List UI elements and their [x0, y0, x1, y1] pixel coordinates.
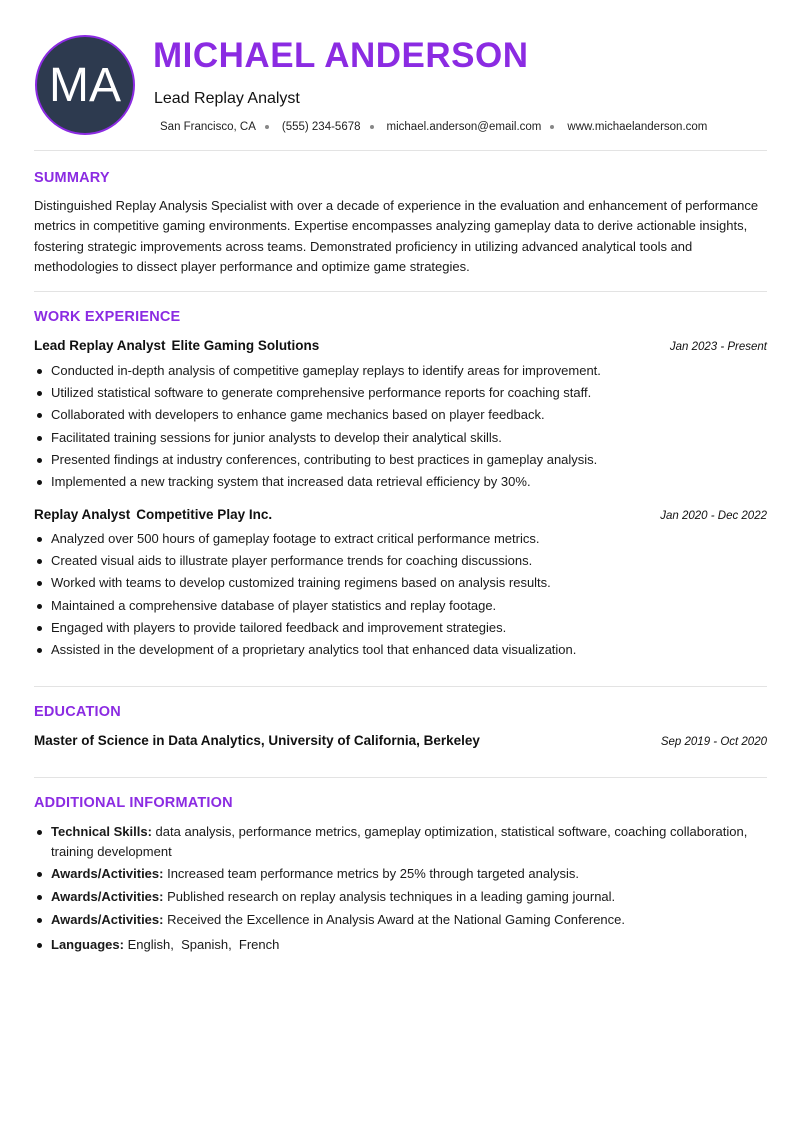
- item-text: Published research on replay analysis techniques in a leading gaming journal.: [167, 889, 616, 905]
- list-item: Created visual aids to illustrate player performance trends for coaching discussions.: [34, 550, 767, 572]
- job-company: Elite Gaming Solutions: [171, 338, 320, 353]
- contact-separator: [370, 125, 374, 129]
- list-item: Collaborated with developers to enhance game mechanics based on player feedback.: [34, 404, 767, 426]
- section-divider: [34, 777, 767, 778]
- contact-separator: [550, 125, 554, 129]
- list-item: Maintained a comprehensive database of player statistics and replay footage.: [34, 595, 767, 617]
- experience-heading: WORK EXPERIENCE: [34, 309, 181, 325]
- summary-text: Distinguished Replay Analysis Specialist with over a decade of experience in the evaluation and enhancement of performance metrics in competitive gaming environments. Expertise encompasses analyzing gameplay data to derive actionable insights, fostering strategic improvements across teams. Demonstrated proficiency in utilizing advanced analytical tools and methodologies to dissect player performance and optimize game strategies.: [34, 198, 759, 274]
- section-divider: [34, 150, 767, 151]
- education-entry: [34, 733, 767, 748]
- list-item: Utilized statistical software to generate comprehensive performance reports for coaching staff.: [34, 382, 767, 404]
- language: , Spanish: [170, 937, 228, 952]
- contact-bar: [160, 121, 707, 133]
- item-label: Languages:: [51, 937, 124, 953]
- list-item: Facilitated training sessions for junior analysts to develop their analytical skills.: [34, 427, 767, 449]
- contact-website: www.michaelanderson.com: [567, 121, 708, 133]
- list-item: Engaged with players to provide tailored feedback and improvement strategies.: [34, 617, 767, 639]
- job-bullets: [34, 360, 767, 493]
- item-text: Increased team performance metrics by 25% through targeted analysis.: [167, 866, 579, 882]
- item-text: data analysis, performance metrics, gameplay optimization, statistical software, coaching collaboration, training development: [51, 824, 748, 859]
- item-label: Awards/Activities:: [51, 911, 164, 927]
- avatar: [35, 35, 135, 135]
- job-dates: Jan 2023 - Present: [669, 341, 767, 353]
- contact-separator: [265, 125, 269, 129]
- language: English: [127, 937, 171, 953]
- contact-location: San Francisco, CA: [160, 121, 256, 133]
- list-item: [34, 910, 767, 930]
- language: , French: [228, 937, 279, 952]
- job-dates: Jan 2020 - Dec 2022: [660, 510, 767, 522]
- list-item: Analyzed over 500 hours of gameplay footage to extract critical performance metrics.: [34, 528, 767, 550]
- avatar-initials: MA: [49, 58, 121, 112]
- candidate-name: MICHAEL ANDERSON: [153, 36, 529, 75]
- additional-list: [34, 822, 767, 958]
- list-item: Assisted in the development of a proprietary analytics tool that enhanced data visualization.: [34, 639, 767, 661]
- list-item: [34, 864, 767, 884]
- list-item: [34, 887, 767, 907]
- item-text: Received the Excellence in Analysis Award at the National Gaming Conference.: [167, 911, 626, 927]
- job-title-line: [34, 507, 272, 522]
- job-bullets: [34, 528, 767, 661]
- education-degree: Master of Science in Data Analytics, University of California, Berkeley: [34, 733, 480, 748]
- list-item: Conducted in-depth analysis of competitive gameplay replays to identify areas for improvement.: [34, 360, 767, 382]
- list-item: Presented findings at industry conferences, contributing to best practices in gameplay analysis.: [34, 449, 767, 471]
- summary-heading: SUMMARY: [34, 170, 110, 186]
- list-item: [34, 935, 767, 955]
- section-divider: [34, 686, 767, 687]
- candidate-title: Lead Replay Analyst: [154, 90, 300, 107]
- job-role: Lead Replay Analyst: [34, 338, 166, 353]
- list-item: Implemented a new tracking system that increased data retrieval efficiency by 30%.: [34, 471, 767, 493]
- additional-heading: ADDITIONAL INFORMATION: [34, 795, 233, 811]
- job-title-line: [34, 338, 319, 353]
- job-role: Replay Analyst: [34, 507, 131, 522]
- education-dates: Sep 2019 - Oct 2020: [660, 736, 767, 748]
- item-label: Awards/Activities:: [51, 889, 164, 905]
- section-divider: [34, 291, 767, 292]
- contact-phone: (555) 234-5678: [281, 121, 361, 133]
- item-label: Technical Skills:: [51, 824, 152, 839]
- job-company: Competitive Play Inc.: [136, 507, 273, 522]
- list-item: [34, 822, 767, 861]
- education-heading: EDUCATION: [34, 704, 121, 720]
- list-item: Worked with teams to develop customized training regimens based on analysis results.: [34, 572, 767, 594]
- job-header: [34, 507, 767, 522]
- item-label: Awards/Activities:: [51, 866, 164, 882]
- job-header: [34, 338, 767, 353]
- contact-email: michael.anderson@email.com: [386, 121, 542, 133]
